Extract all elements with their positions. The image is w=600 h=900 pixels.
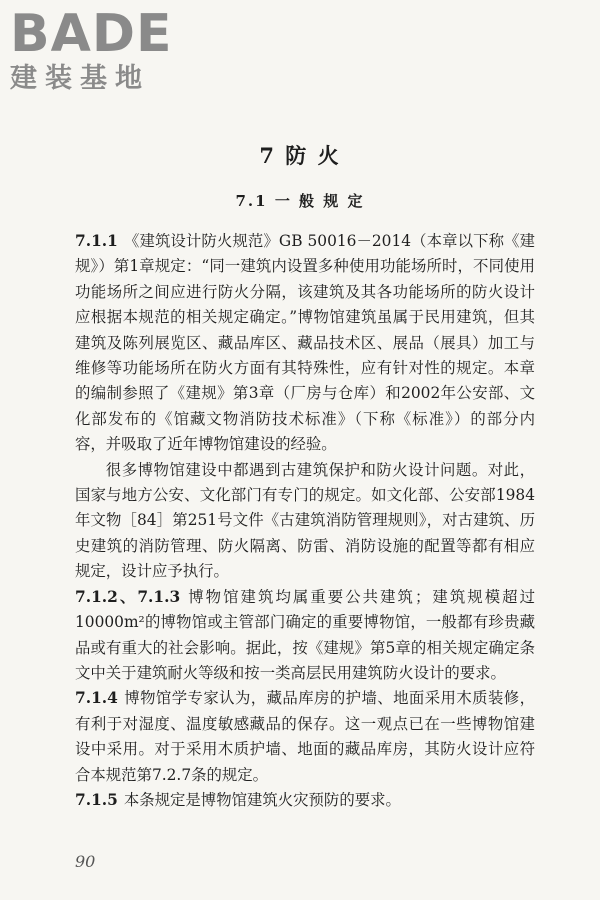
logo-subtitle: 建装基地 <box>10 63 150 94</box>
clause-7-1-4 <box>75 686 535 788</box>
clause-text: 博物馆学专家认为，藏品库房的护墙、地面采用木质装修，有利于对湿度、温度敏感藏品的保存。这一观点已在一些博物馆建设中采用。对于采用木质护墙、地面的藏品库房，其防火设计应符合本规范第7.2.7条的规定。 <box>75 689 535 784</box>
clause-7-1-5 <box>75 788 535 813</box>
clause-text: 本条规定是博物馆建筑火灾预防的要求。 <box>123 790 401 809</box>
section-title: 7.1 一 般 规 定 <box>235 192 365 210</box>
clause-7-1-1 <box>75 229 535 458</box>
page-number: 90 <box>75 852 96 871</box>
clause-text: 很多博物馆建设中都遇到古建筑保护和防火设计问题。对此，国家与地方公安、文化部门有专门的规定。如文化部、公安部1984年文物［84］第251号文件《古建筑消防管理规则》，对古建筑、历史建筑的消防管理、防火隔离、防雷、消防设施的配置等都有相应规定，设计应予执行。 <box>75 460 535 581</box>
logo-text: BADE <box>10 4 173 64</box>
clause-7-1-1-continued <box>75 458 535 585</box>
clause-number: 7.1.4 <box>75 689 118 708</box>
clause-text: 博物馆建筑均属重要公共建筑；建筑规模超过10000m²的博物馆或主管部门确定的重要博物馆，一般都有珍贵藏品或有重大的社会影响。据此，按《建规》第5章的相关规定确定条文中关于建筑耐火等级和按一类高层民用建筑防火设计的要求。 <box>75 587 535 682</box>
clause-number: 7.1.5 <box>75 790 118 809</box>
document-body <box>75 229 535 813</box>
clause-text: 《建筑设计防火规范》GB 50016－2014（本章以下称《建规》）第1章规定：“同一建筑内设置多种使用功能场所时，不同使用功能场所之间应进行防火分隔，该建筑及其各功能场所的防火设计应根据本规范的相关规定确定。”博物馆建筑虽属于民用建筑，但其建筑及陈列展览区、藏品库区、藏品技术区、展品（展具）加工与维修等功能场所在防火方面有其特殊性，应有针对性的规定。本章的编制参照了《建规》第3章（厂房与仓库）和2002年公安部、文化部发布的《馆藏文物消防技术标准》（下称《标准》）的部分内容，并吸取了近年博物馆建设的经验。 <box>75 232 535 454</box>
clause-number: 7.1.1 <box>75 232 118 250</box>
chapter-title: 7 防 火 <box>259 143 341 168</box>
clause-number: 7.1.2、7.1.3 <box>75 587 181 606</box>
clause-7-1-2-3 <box>75 585 535 687</box>
publisher-logo <box>10 6 175 94</box>
